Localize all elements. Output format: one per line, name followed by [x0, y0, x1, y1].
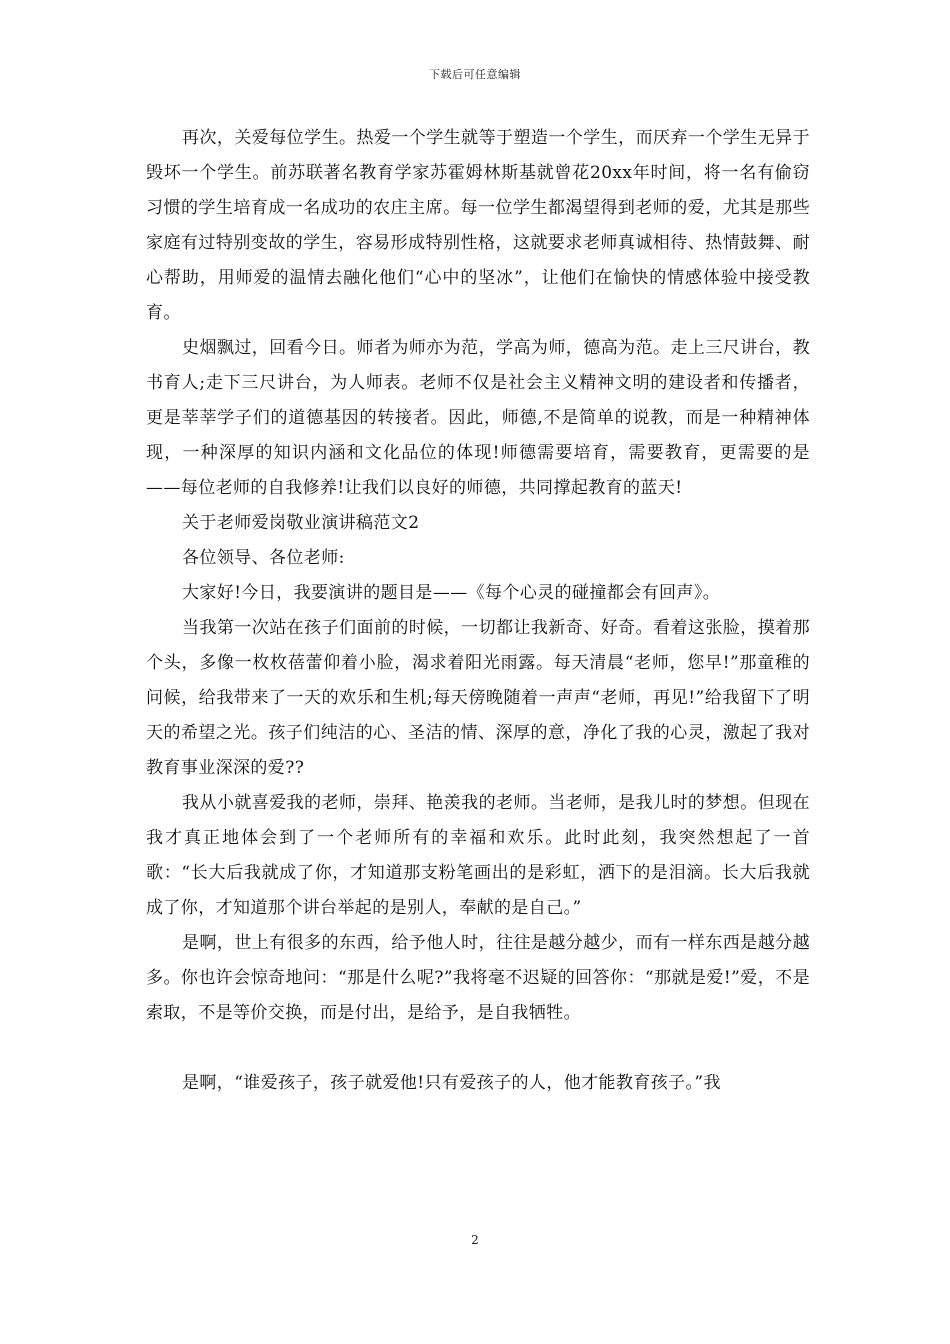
- document-body: [146, 121, 810, 1101]
- paragraph-greeting: 大家好!今日，我要演讲的题目是——《每个心灵的碰撞都会有回声》。: [182, 583, 721, 603]
- paragraph-first-day: 当我第一次站在孩子们面前的时候，一切都让我新奇、好奇。看着这张脸，摸着那个头，多像一枚枚蓓蕾仰着小脸，渴求着阳光雨露。每天清晨“老师，您早!”那童稚的问候，给我带来了一天的欢乐和生机;每天傍晚随着一声声“老师，再见!”给我留下了明天的希望之光。孩子们纯洁的心、圣洁的情、深厚的意，净化了我的心灵，激起了我对教育事业深深的爱??: [146, 618, 810, 778]
- paragraph-teacher-ethics: 史烟飘过，回看今日。师者为师亦为范，学高为师，德高为范。走上三尺讲台，教书育人;走下三尺讲台，为人师表。老师不仅是社会主义精神文明的建设者和传播者，更是莘莘学子们的道德基因的转接者。因此，师德,不是简单的说教，而是一种精神体现，一种深厚的知识内涵和文化品位的体现!师德需要培育，需要教育，更需要的是——每位老师的自我修养!让我们以良好的师德，共同撑起教育的蓝天!: [146, 338, 810, 498]
- paragraph-love-children: 是啊，“谁爱孩子，孩子就爱他!只有爱孩子的人，他才能教育孩子。”我: [182, 1073, 721, 1093]
- paragraph-care-students: 再次，关爱每位学生。热爱一个学生就等于塑造一个学生，而厌弃一个学生无异于毁坏一个学生。前苏联著名教育学家苏霍姆林斯基就曾花20xx年时间，将一名有偷窃习惯的学生培育成一名成功的农庄主席。每一位学生都渴望得到老师的爱，尤其是那些家庭有过特别变故的学生，容易形成特别性格，这就要求老师真诚相待、热情鼓舞、耐心帮助，用师爱的温情去融化他们“心中的坚冰”，让他们在愉快的情感体验中接受教育。: [146, 128, 810, 323]
- page-header: 下载后可任意编辑: [429, 68, 521, 81]
- paragraph-childhood-dream: 我从小就喜爱我的老师，崇拜、艳羡我的老师。当老师，是我儿时的梦想。但现在我才真正地体会到了一个老师所有的幸福和欢乐。此时此刻，我突然想起了一首歌：“长大后我就成了你，才知道那支粉笔画出的是彩虹，洒下的是泪滴。长大后我就成了你，才知道那个讲台举起的是别人，奉献的是自己。”: [146, 793, 810, 918]
- page-number: 2: [471, 1233, 479, 1247]
- salutation: 各位领导、各位老师:: [182, 548, 345, 568]
- paragraph-love-grows: 是啊，世上有很多的东西，给予他人时，往往是越分越少，而有一样东西是越分越多。你也许会惊奇地问：“那是什么呢?”我将毫不迟疑的回答你：“那就是爱!”爱，不是索取，不是等价交换，而是付出，是给予，是自我牺牲。: [146, 933, 810, 1023]
- speech-title: 关于老师爱岗敬业演讲稿范文2: [182, 513, 420, 533]
